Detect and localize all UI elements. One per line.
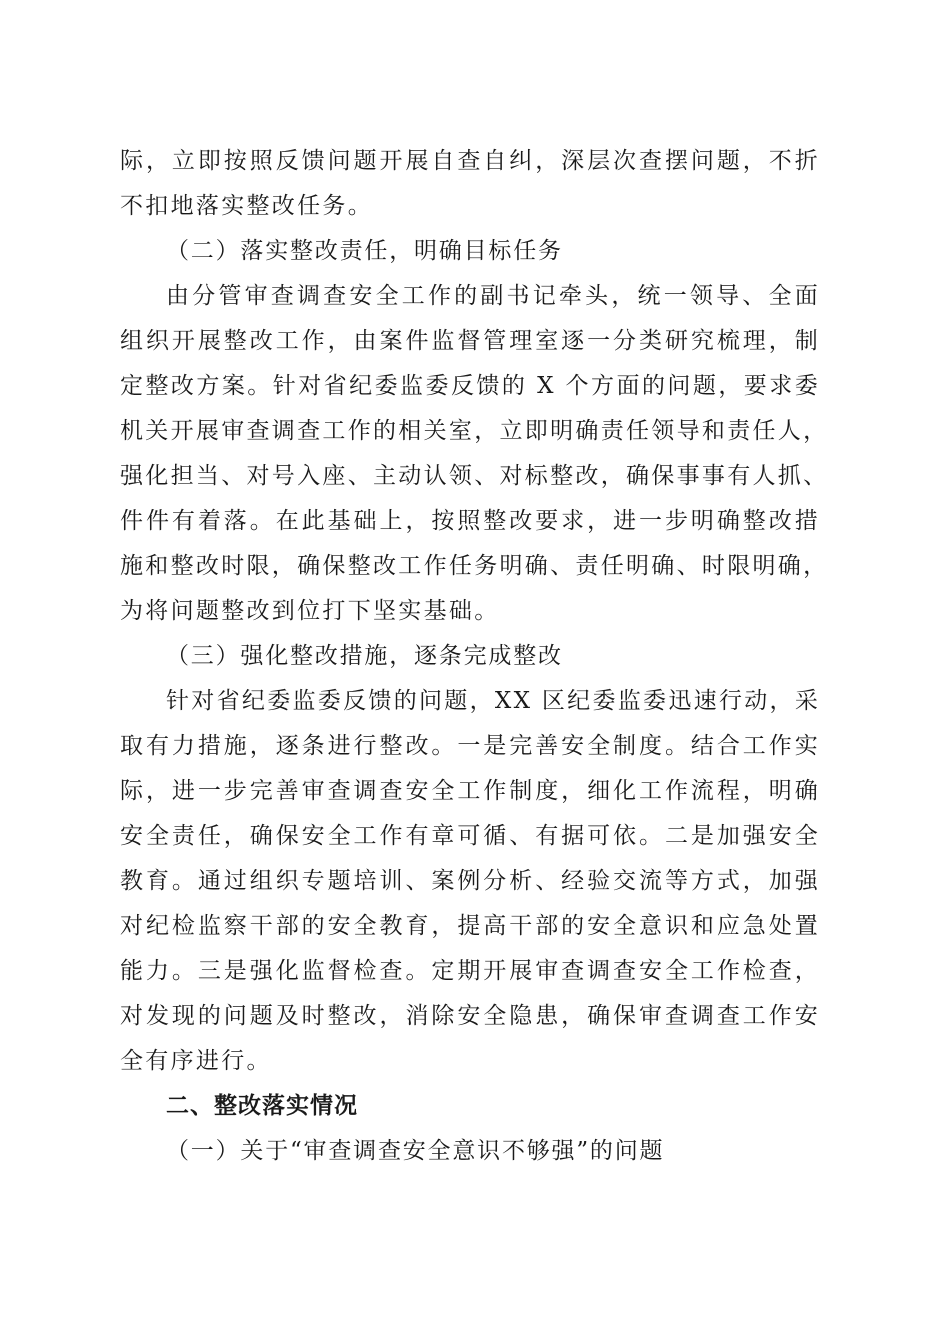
paragraph-line: 定整改方案。针对省纪委监委反馈的 X 个方面的问题，要求委 xyxy=(120,373,820,399)
subheading: （三）强化整改措施，逐条完成整改 xyxy=(166,643,563,669)
paragraph-line: 对发现的问题及时整改，消除安全隐患，确保审查调查工作安 xyxy=(120,1003,820,1029)
paragraph-line: 机关开展审查调查工作的相关室，立即明确责任领导和责任人， xyxy=(120,418,829,444)
paragraph-line: 际，进一步完善审查调查安全工作制度，细化工作流程，明确 xyxy=(120,778,820,804)
subheading: （二）落实整改责任，明确目标任务 xyxy=(166,238,563,264)
subheading: （一）关于“审查调查安全意识不够强”的问题 xyxy=(166,1138,665,1164)
paragraph-line: 组织开展整改工作，由案件监督管理室逐一分类研究梳理，制 xyxy=(120,328,820,354)
paragraph-line: 针对省纪委监委反馈的问题，XX 区纪委监委迅速行动，采 xyxy=(166,688,821,714)
paragraph-line: 强化担当、对号入座、主动认领、对标整改，确保事事有人抓、 xyxy=(120,463,829,489)
paragraph-line: 为将问题整改到位打下坚实基础。 xyxy=(120,598,500,624)
paragraph-line: 能力。三是强化监督检查。定期开展审查调查安全工作检查， xyxy=(120,958,820,984)
paragraph-line: 不扣地落实整改任务。 xyxy=(120,193,373,219)
paragraph-line: 全有序进行。 xyxy=(120,1048,272,1074)
paragraph-line: 件件有着落。在此基础上，按照整改要求，进一步明确整改措 xyxy=(120,508,820,534)
paragraph-line: 对纪检监察干部的安全教育，提高干部的安全意识和应急处置 xyxy=(120,913,820,939)
paragraph-line: 教育。通过组织专题培训、案例分析、经验交流等方式，加强 xyxy=(120,868,820,894)
paragraph-line: 取有力措施，逐条进行整改。一是完善安全制度。结合工作实 xyxy=(120,733,820,759)
paragraph-line: 由分管审查调查安全工作的副书记牵头，统一领导、全面 xyxy=(166,283,820,309)
paragraph-line: 际，立即按照反馈问题开展自查自纠，深层次查摆问题，不折 xyxy=(120,148,820,174)
section-heading: 二、整改落实情况 xyxy=(166,1093,358,1119)
paragraph-line: 施和整改时限，确保整改工作任务明确、责任明确、时限明确， xyxy=(120,553,829,579)
paragraph-line: 安全责任，确保安全工作有章可循、有据可依。二是加强安全 xyxy=(120,823,820,849)
